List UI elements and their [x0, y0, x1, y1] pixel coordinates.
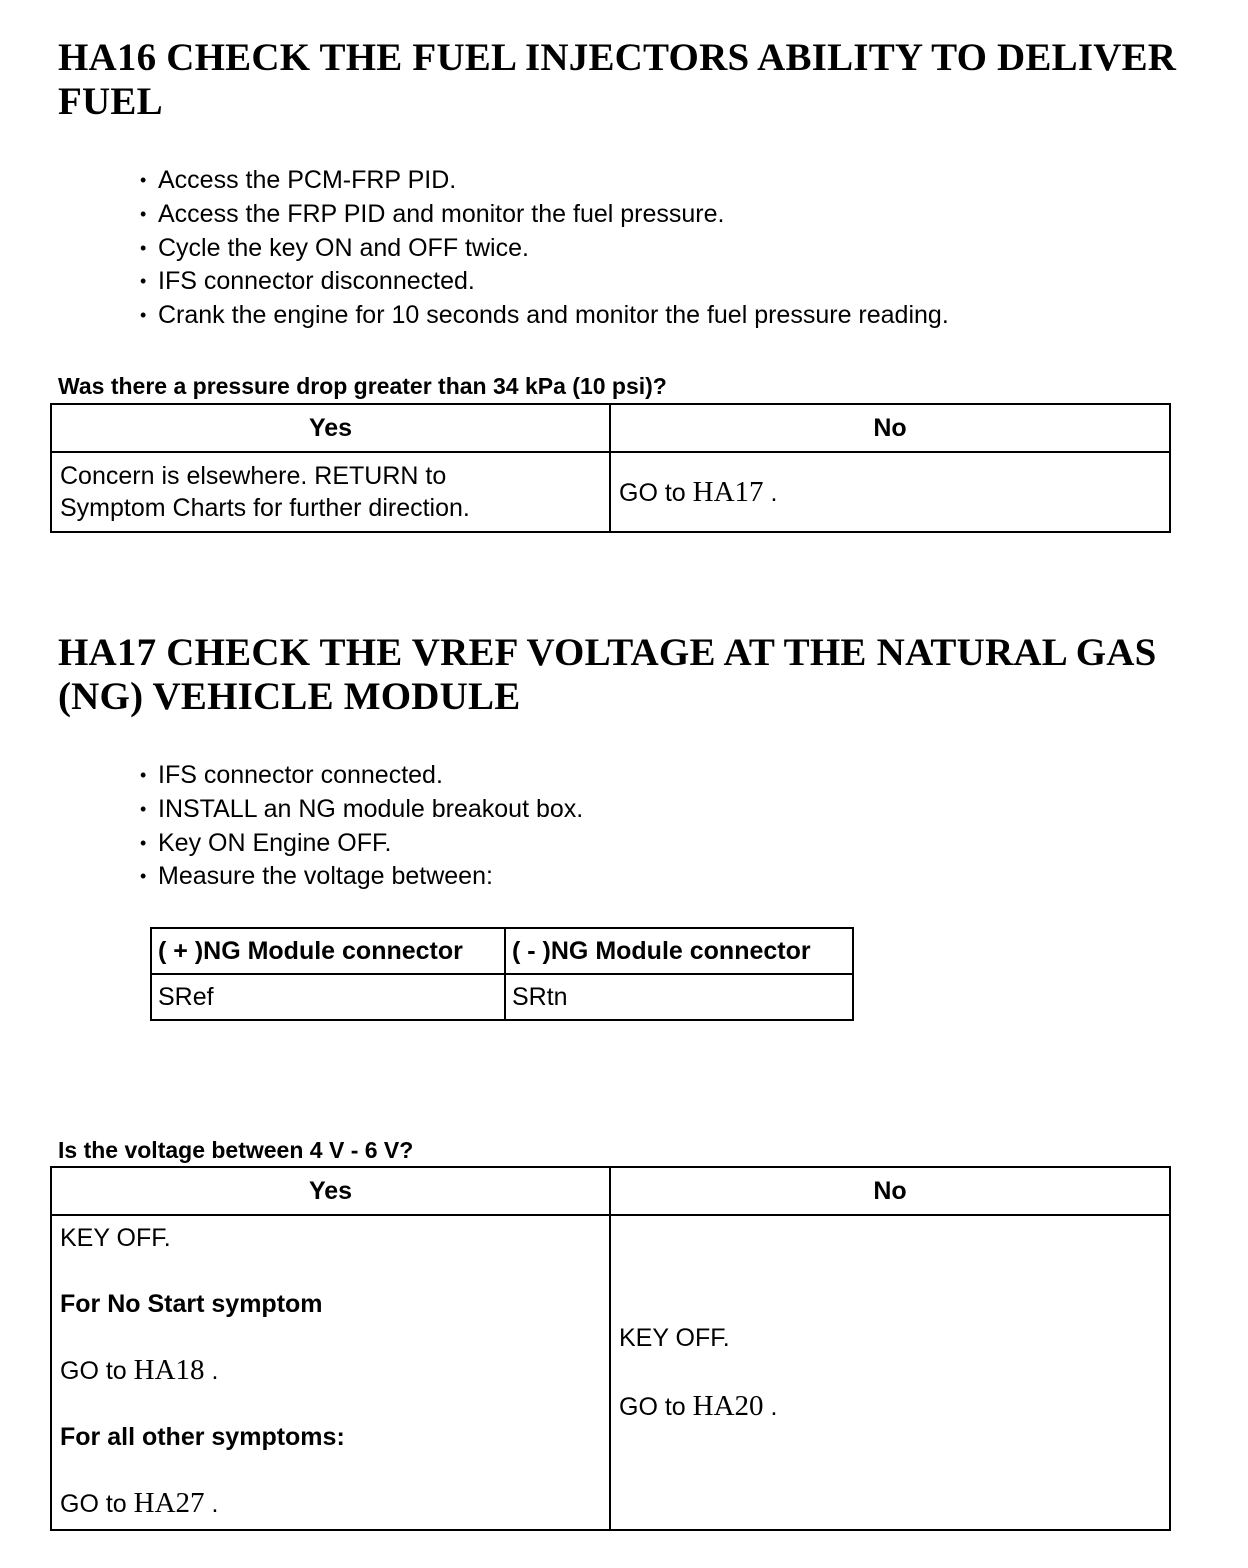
ha17-title: HA17 CHECK THE VREF VOLTAGE AT THE NATURAL GAS (NG) VEHICLE MODULE	[58, 631, 1157, 718]
list-item: • Key ON Engine OFF.	[140, 827, 583, 861]
go-to-text: GO to	[60, 1490, 134, 1518]
yes-line-1: Concern is elsewhere. RETURN to	[60, 462, 447, 490]
table-row	[51, 452, 1170, 532]
yes-header: Yes	[51, 1167, 610, 1215]
list-item: • Measure the voltage between:	[140, 860, 583, 894]
go-to-line	[619, 1389, 1161, 1424]
go-to-line-2	[60, 1487, 601, 1521]
ha17-steps-list	[140, 759, 583, 894]
table-header-row	[151, 928, 853, 974]
table-header-row	[51, 1167, 1170, 1215]
yes-key-off: KEY OFF.	[60, 1224, 171, 1252]
connector-table	[150, 927, 854, 1021]
negative-connector-value: SRtn	[505, 974, 853, 1020]
no-start-label: For No Start symptom	[60, 1290, 323, 1318]
ha16-steps-list	[140, 164, 949, 333]
yes-header: Yes	[51, 404, 610, 452]
ha20-link[interactable]: HA20	[692, 1390, 764, 1422]
list-item: • Cycle the key ON and OFF twice.	[140, 232, 949, 266]
period: .	[204, 1490, 219, 1518]
list-item: • INSTALL an NG module breakout box.	[140, 793, 583, 827]
positive-connector-value: SRef	[151, 974, 505, 1020]
yes-cell	[51, 1215, 610, 1530]
list-item: • Access the FRP PID and monitor the fuel pressure.	[140, 198, 949, 232]
ha17-result-table	[50, 1166, 1171, 1531]
ha17-question: Is the voltage between 4 V - 6 V?	[58, 1137, 414, 1163]
period: .	[763, 478, 778, 507]
table-row	[51, 1215, 1170, 1530]
list-item: • Crank the engine for 10 seconds and monitor the fuel pressure reading.	[140, 299, 949, 333]
no-cell	[610, 1215, 1170, 1530]
table-header-row	[51, 404, 1170, 452]
negative-connector-header: ( - )NG Module connector	[505, 928, 853, 974]
table-row	[151, 974, 853, 1020]
go-to-text: GO to	[60, 1357, 134, 1385]
other-symptoms-label: For all other symptoms:	[60, 1423, 345, 1451]
no-header: No	[610, 404, 1170, 452]
ha16-title: HA16 CHECK THE FUEL INJECTORS ABILITY TO DELIVER FUEL	[58, 36, 1177, 123]
go-to-text: GO to	[619, 1393, 693, 1421]
list-item: • IFS connector connected.	[140, 759, 583, 793]
period: .	[763, 1393, 778, 1421]
no-header: No	[610, 1167, 1170, 1215]
list-item: • Access the PCM-FRP PID.	[140, 164, 949, 198]
ha18-link[interactable]: HA18	[133, 1354, 205, 1386]
no-key-off: KEY OFF.	[619, 1324, 730, 1352]
yes-line-2: Symptom Charts for further direction.	[60, 494, 470, 522]
list-item: • IFS connector disconnected.	[140, 265, 949, 299]
ha17-link[interactable]: HA17	[692, 475, 764, 508]
ha27-link[interactable]: HA27	[133, 1487, 205, 1519]
no-cell	[610, 452, 1170, 532]
ha16-result-table	[50, 403, 1171, 533]
go-to-line-1	[60, 1354, 601, 1388]
yes-cell	[51, 452, 610, 532]
positive-connector-header: ( + )NG Module connector	[151, 928, 505, 974]
go-to-text: GO to	[619, 478, 693, 507]
period: .	[204, 1357, 219, 1385]
ha16-question: Was there a pressure drop greater than 34 kPa (10 psi)?	[58, 373, 667, 399]
